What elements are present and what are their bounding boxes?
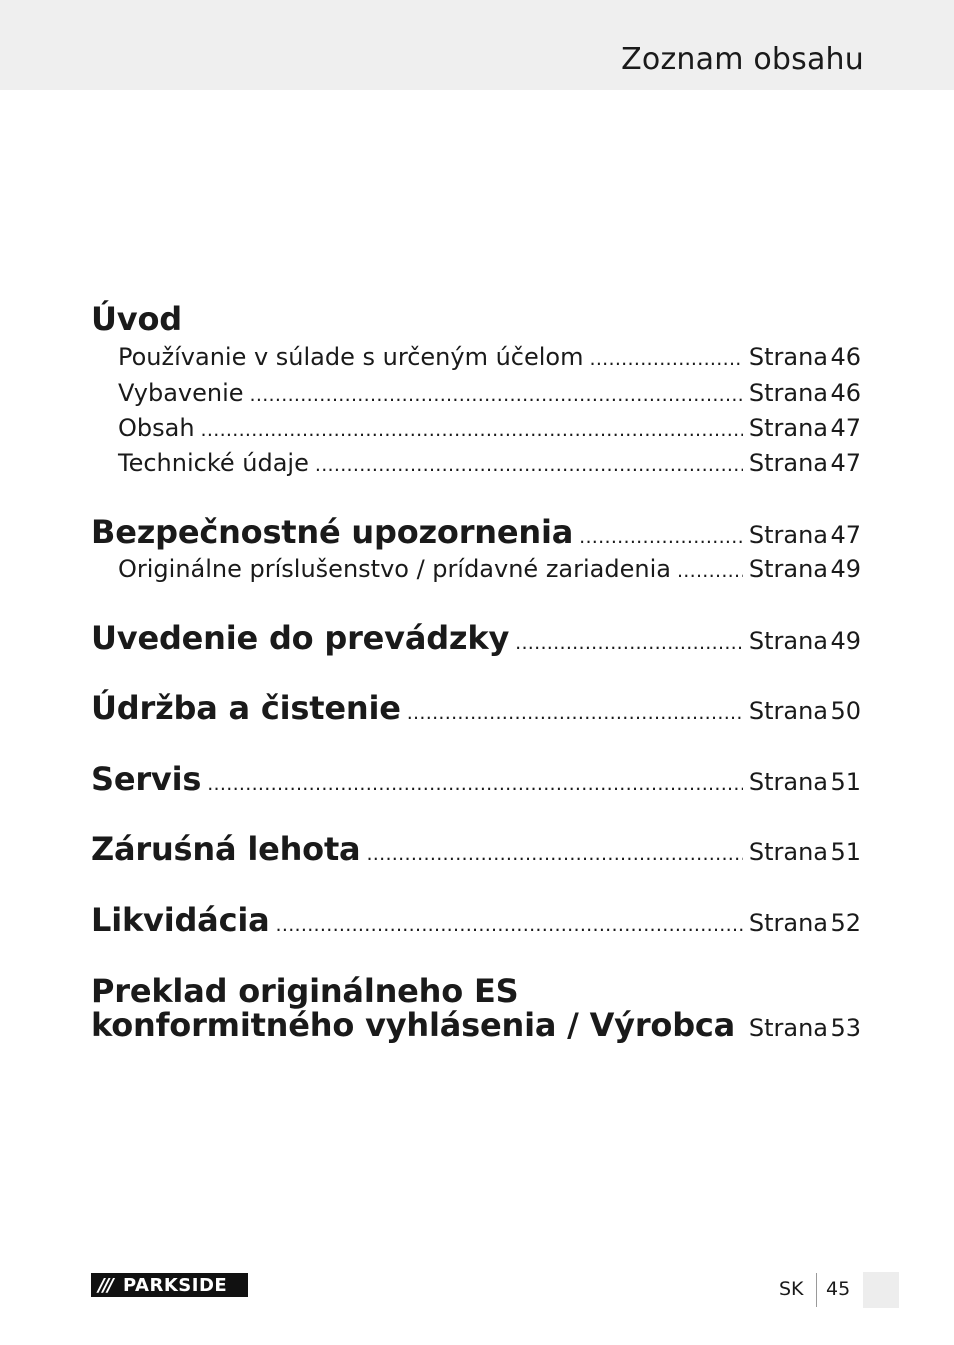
leader-dots [201, 419, 743, 441]
toc-section-likvidacia[interactable] [91, 901, 861, 939]
leader-dots [207, 773, 743, 795]
page-title: Zoznam obsahu [621, 42, 864, 77]
toc-page-ref: Strana 51 [748, 838, 861, 866]
toc-page-ref: Strana 47 [748, 521, 861, 549]
parkside-logo [91, 1273, 248, 1297]
toc-subsection-vybavenie[interactable] [118, 379, 861, 407]
logo-brand-name: PARKSIDE [123, 1274, 228, 1296]
toc-section-zarucna-lehota[interactable] [91, 830, 861, 868]
toc-page-ref: Strana 47 [748, 449, 861, 477]
leader-dots [315, 454, 743, 476]
toc-section-title: Údržba a čistenie [91, 689, 401, 727]
toc-subsection-title: Vybavenie [118, 379, 244, 407]
leader-dots [250, 384, 743, 406]
toc-section-title-line1: Preklad originálneho ES [91, 972, 519, 1010]
toc-page-ref: Strana 46 [748, 343, 861, 371]
leader-dots [589, 348, 742, 370]
toc-page-ref: Strana 51 [748, 768, 861, 796]
toc-section-uvedenie-do-prevadzky[interactable] [91, 619, 861, 657]
leader-dots [677, 560, 743, 582]
toc-section-title: konformitného vyhlásenia / Výrobca [91, 1006, 736, 1044]
toc-subsection-title: Originálne príslušenstvo / prídavné zariadenia [118, 555, 671, 583]
leader-dots [366, 843, 742, 865]
toc-page-ref: Strana 49 [748, 627, 861, 655]
toc-section-title: Likvidácia [91, 901, 270, 939]
toc-page-ref: Strana 46 [748, 379, 861, 407]
leader-dots [741, 1019, 743, 1041]
thumb-tab [863, 1272, 899, 1308]
leader-dots [579, 526, 743, 548]
toc-subsection-technicke-udaje[interactable] [118, 449, 861, 477]
toc-section-uvod[interactable] [91, 300, 861, 338]
toc-subsection-obsah[interactable] [118, 414, 861, 442]
toc-subsection-pouzivanie[interactable] [118, 343, 861, 371]
leader-dots [276, 914, 743, 936]
toc-subsection-originalne-prislusenstvo[interactable] [118, 555, 861, 583]
toc-section-preklad-vyhlasenia[interactable] [91, 1006, 861, 1044]
leader-dots [515, 632, 743, 654]
toc-page-ref: Strana 53 [748, 1014, 861, 1042]
toc-section-title: Úvod [91, 300, 182, 338]
toc-section-title: Uvedenie do prevádzky [91, 619, 510, 657]
toc-section-title: Servis [91, 760, 202, 798]
toc-section-servis[interactable] [91, 760, 861, 798]
toc-section-title: Bezpečnostné upozornenia [91, 513, 574, 551]
toc-subsection-title: Používanie v súlade s určeným účelom [118, 343, 584, 371]
toc-subsection-title: Obsah [118, 414, 195, 442]
toc-section-bezpecnostne-upozornenia[interactable] [91, 513, 861, 551]
toc-page-ref: Strana 50 [748, 697, 861, 725]
toc-page-ref: Strana 47 [748, 414, 861, 442]
toc-subsection-title: Technické údaje [118, 449, 309, 477]
footer-divider [816, 1273, 817, 1307]
leader-dots [407, 702, 743, 724]
logo-slashes: /// [98, 1274, 112, 1296]
toc-page-ref: Strana 49 [748, 555, 861, 583]
page-number: 45 [826, 1278, 851, 1300]
toc-section-title: Záruśná lehota [91, 830, 361, 868]
language-code: SK [779, 1278, 804, 1300]
toc-page-ref: Strana 52 [748, 909, 861, 937]
toc-section-udrzba-a-cistenie[interactable] [91, 689, 861, 727]
